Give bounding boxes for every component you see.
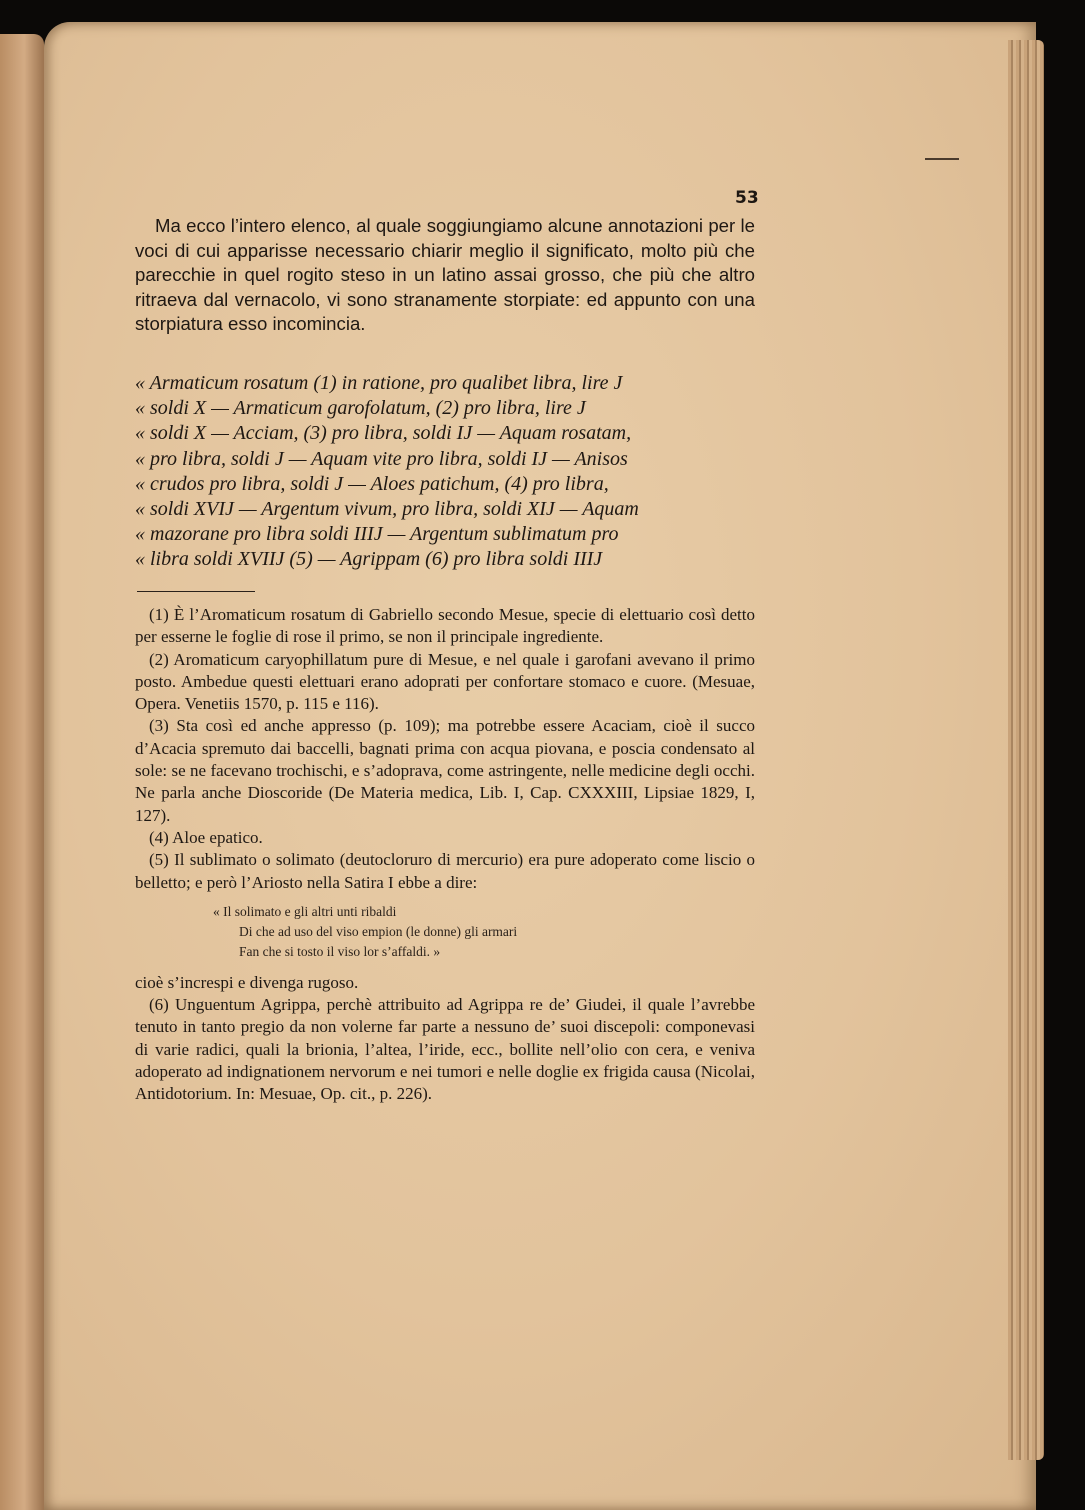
list-line: « libra soldi XVIIJ (5) — Agrippam (6) pro libra soldi IIIJ xyxy=(135,548,603,571)
list-line: « soldi X — Acciam, (3) pro libra, soldi IJ — Aquam rosatam, xyxy=(135,422,632,445)
page-number: 53 xyxy=(735,188,759,208)
footnote-1: (1) È l’Aromaticum rosatum di Gabriello secondo Mesue, specie di elettuario così detto per esserne le foglie di rose il primo, se non il principale ingrediente. xyxy=(135,605,755,647)
footnote-6: (6) Unguentum Agrippa, perchè attribuito ad Agrippa re de’ Giudei, il quale l’avrebbe tenuto in tanto pregio da non volerne far parte a nessuno de’ suoi discepoli: componevasi di varie radici, quali la brionia, l’altea, l’iride, ecc., bollite nell’olio con cera, e veniva adoperato ad indignationem nervorum e nei tumori e nelle doglie ex frigida causa (Nicolai, Antidotorium. In: Mesuae, Op. cit., p. 226). xyxy=(135,995,755,1104)
quote-line: Fan che si tosto il viso lor s’affaldi. » xyxy=(239,943,441,959)
list-line: « crudos pro libra, soldi J — Aloes patichum, (4) pro libra, xyxy=(135,472,609,495)
intro-paragraph xyxy=(135,214,755,337)
quote-line: « Il solimato e gli altri unti ribaldi xyxy=(213,903,397,919)
footnote-2: (2) Aromaticum caryophillatum pure di Mesue, e nel quale i garofani avevano il primo posto. Ambedue questi elettuari erano adoprati per confortare stomaco e cuore. (Mesuae, Opera. Venetiis 1570, p. 115 e 116). xyxy=(135,649,755,714)
list-line: « pro libra, soldi J — Aquam vite pro libra, soldi IJ — Anisos xyxy=(135,447,628,470)
list-line: « Armaticum rosatum (1) in ratione, pro qualibet libra, lire J xyxy=(135,372,623,394)
intro-text: Ma ecco l’intero elenco, al quale soggiungiamo alcune annotazioni per le voci di cui apparisse necessario chiarir meglio il significato, molto più che parecchie in quel rogito steso in un latino assai grosso, che più che altro ritraeva dal vernacolo, vi sono stranamente storpiate: ed appunto con una storpiatura esso incomincia. xyxy=(135,215,755,335)
ariosto-quote xyxy=(213,902,755,962)
footnote-5-continuation: cioè s’increspi e divenga rugoso. xyxy=(135,972,359,992)
footnote-4: (4) Aloe epatico. xyxy=(149,827,263,847)
list-line: « soldi X — Armaticum garofolatum, (2) pro libra, lire J xyxy=(135,397,586,420)
footnote-3: (3) Sta così ed anche appresso (p. 109); ma potrebbe essere Acaciam, cioè il succo d’Acacia spremuto dai baccelli, bagnati prima con acqua piovana, e poscia condensato al sole: se ne facevano trochischi, e s’adoprava, come astringente, nelle medicine degli occhi. Ne parla anche Dioscoride (De Materia medica, Lib. I, Cap. CXXXIII, Lipsiae 1829, I, 127). xyxy=(135,716,755,825)
quote-line: Di che ad uso del viso empion (le donne) gli armari xyxy=(239,923,518,939)
pencil-mark xyxy=(925,158,959,160)
footnotes xyxy=(135,604,755,1106)
footnote-5: (5) Il sublimato o solimato (deutocloruro di mercurio) era pure adoperato come liscio o belletto; e però l’Ariosto nella Satira I ebbe a dire: xyxy=(135,850,755,892)
list-line: « soldi XVIJ — Argentum vivum, pro libra, soldi XIJ — Aquam xyxy=(135,498,639,521)
list-line: « mazorane pro libra soldi IIIJ — Argentum sublimatum pro xyxy=(135,523,619,546)
footnote-divider xyxy=(137,591,255,592)
page-stack-edge xyxy=(1008,40,1044,1460)
left-page-edge xyxy=(0,34,44,1510)
inventory-list xyxy=(135,371,755,573)
